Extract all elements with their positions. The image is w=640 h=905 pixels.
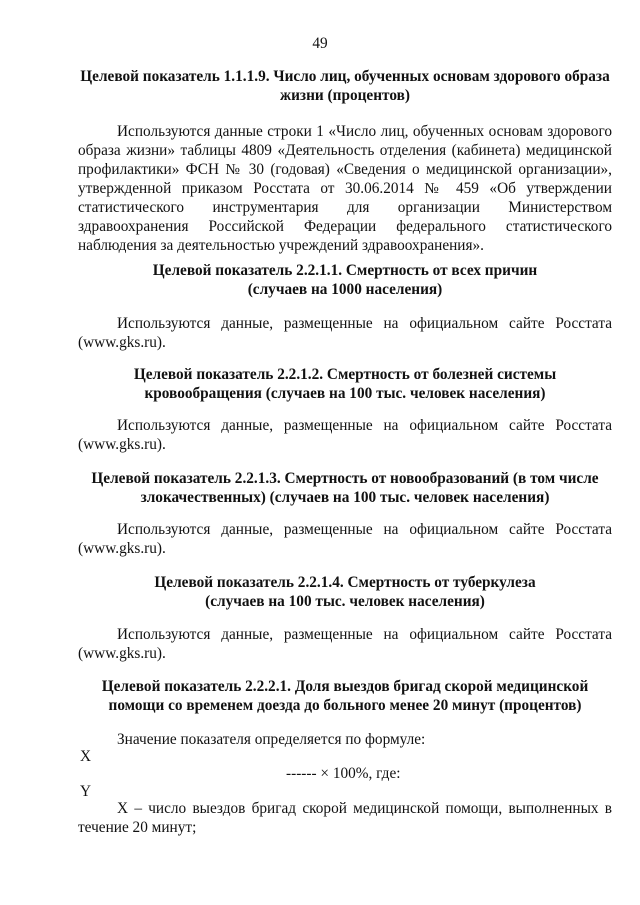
- section-paragraph: Используются данные, размещенные на официальном сайте Росстата (www.gks.ru).: [78, 521, 612, 557]
- formula-fraction-line: ------ × 100%, где:: [286, 765, 401, 782]
- section-paragraph: Используются данные, размещенные на официальном сайте Росстата (www.gks.ru).: [78, 417, 612, 453]
- heading-line: (случаев на 100 тыс. человек населения): [205, 593, 485, 610]
- heading-line: Целевой показатель 2.2.1.1. Смертность от всех причин: [152, 262, 538, 279]
- section-heading: [78, 67, 612, 105]
- heading-line: помощи со временем доезда до больного менее 20 минут (процентов): [108, 697, 582, 714]
- formula-numerator: X: [80, 748, 92, 765]
- section-heading: [78, 677, 612, 715]
- section-paragraph: Используются данные, размещенные на официальном сайте Росстата (www.gks.ru).: [78, 626, 612, 662]
- heading-line: кровообращения (случаев на 100 тыс. человек населения): [144, 385, 546, 402]
- heading-line: Целевой показатель 2.2.1.3. Смертность от новообразований (в том числе: [91, 470, 599, 487]
- page-number: 49: [312, 35, 328, 52]
- heading-line: Целевой показатель 2.2.2.1. Доля выездов бригад скорой медицинской: [101, 678, 589, 695]
- section-paragraph: Значение показателя определяется по формуле:: [117, 731, 426, 748]
- heading-line: Целевой показатель 1.1.1.9. Число лиц, обученных основам здорового образа: [80, 68, 610, 85]
- section-heading: [78, 573, 612, 611]
- section-heading: [78, 469, 612, 507]
- section-paragraph: Используются данные, размещенные на официальном сайте Росстата (www.gks.ru).: [78, 315, 612, 351]
- heading-line: Целевой показатель 2.2.1.2. Смертность от болезней системы: [133, 366, 557, 383]
- heading-line: Целевой показатель 2.2.1.4. Смертность от туберкулеза: [154, 574, 536, 591]
- section-heading: [78, 365, 612, 403]
- definition-paragraph: X – число выездов бригад скорой медицинской помощи, выполненных в течение 20 минут;: [78, 800, 612, 836]
- section-paragraph: Используются данные строки 1 «Число лиц, обученных основам здорового образа жизни» таблицы 4809 «Деятельность отделения (кабинета) медицинской профилактики» ФСН № 30 (годовая) «Сведения о медицинской организации», утвержденной приказом Росстата от 30.06.2014 № 459 «Об утверждении статистического инструментария для организации Министерством здравоохранения Российской Федерации федерального статистического наблюдения за деятельностью учреждений здравоохранения».: [78, 123, 612, 254]
- heading-line: (случаев на 1000 населения): [247, 281, 443, 298]
- section-heading: [78, 261, 612, 299]
- heading-line: жизни (процентов): [280, 87, 410, 104]
- heading-line: злокачественных) (случаев на 100 тыс. человек населения): [140, 489, 550, 506]
- formula-denominator: Y: [80, 783, 92, 800]
